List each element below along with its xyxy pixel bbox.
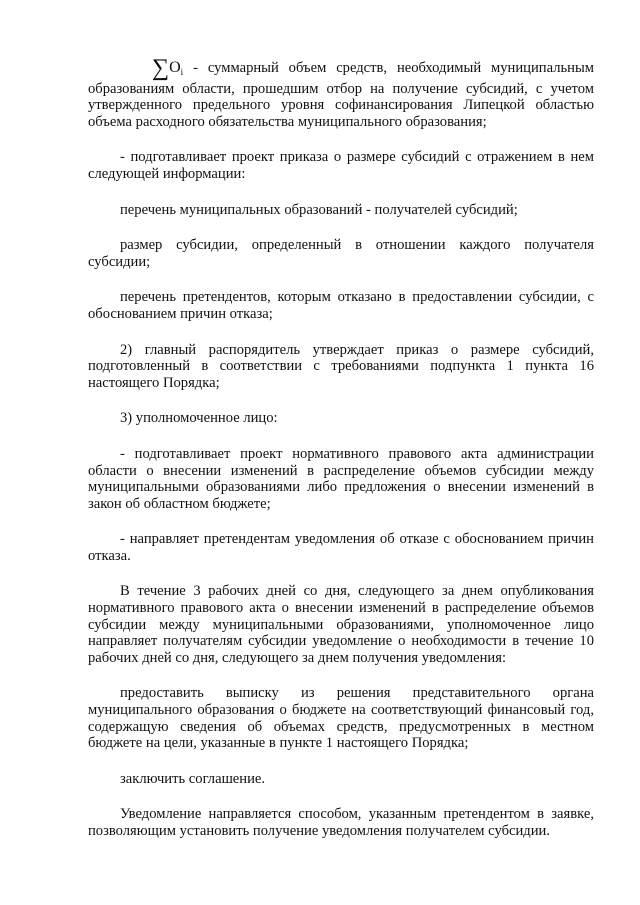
document-page [88,55,594,859]
paragraph: перечень претендентов, которым отказано в предоставлении субсидии, с обоснованием причин отказа; [88,289,594,322]
paragraph: 3) уполномоченное лицо: [120,410,278,427]
formula-variable: O [169,59,181,76]
paragraph: размер субсидии, определенный в отношении каждого получателя субсидии; [88,237,594,270]
paragraph: - подготавливает проект нормативного правового акта администрации области о внесении изменений в распределение объемов субсидии между муниципальными образованиями либо предложения о внесении изменений в закон об областном бюджете; [88,445,594,512]
paragraph: - подготавливает проект приказа о размере субсидий с отражением в нем следующей информации: [88,149,594,182]
formula-subscript: i [180,67,184,77]
paragraph-text: - суммарный объем средств, необходимый муниципальным образованиям области, прошедшим отбор на получение субсидий, с учетом утвержденного предельного уровня софинансирования Липецкой областью объема расходного обязательства муниципального образования; [88,60,594,130]
paragraph: 2) главный распорядитель утверждает приказ о размере субсидий, подготовленный в соответствии с требованиями подпункта 1 пункта 16 настоящего Порядка; [88,341,594,391]
sigma-symbol: ∑ [152,55,170,81]
paragraph: заключить соглашение. [120,770,266,787]
paragraph: Уведомление направляется способом, указанным претендентом в заявке, позволяющим установить получение уведомления получателем субсидии. [88,806,594,839]
paragraph: В течение 3 рабочих дней со дня, следующего за днем опубликования нормативного правового акта о внесении изменений в распределение объемов субсидии между муниципальными образованиями, уполномоченное лицо направляет получателям субсидии уведомление о необходимости в течение 10 рабочих дней со дня, следующего за днем получения уведомления: [88,583,594,666]
sum-formula [120,55,184,81]
paragraph: - направляет претендентам уведомления об отказе с обоснованием причин отказа. [88,531,594,564]
paragraph: предоставить выписку из решения представительного органа муниципального образования о бюджете на соответствующий финансовый год, содержащую сведения об объемах средств, предусмотренных в местном бюджете на цели, указанные в пункте 1 настоящего Порядка; [88,685,594,752]
paragraph: перечень муниципальных образований - получателей субсидий; [120,201,518,218]
paragraph-formula-definition [88,55,594,130]
